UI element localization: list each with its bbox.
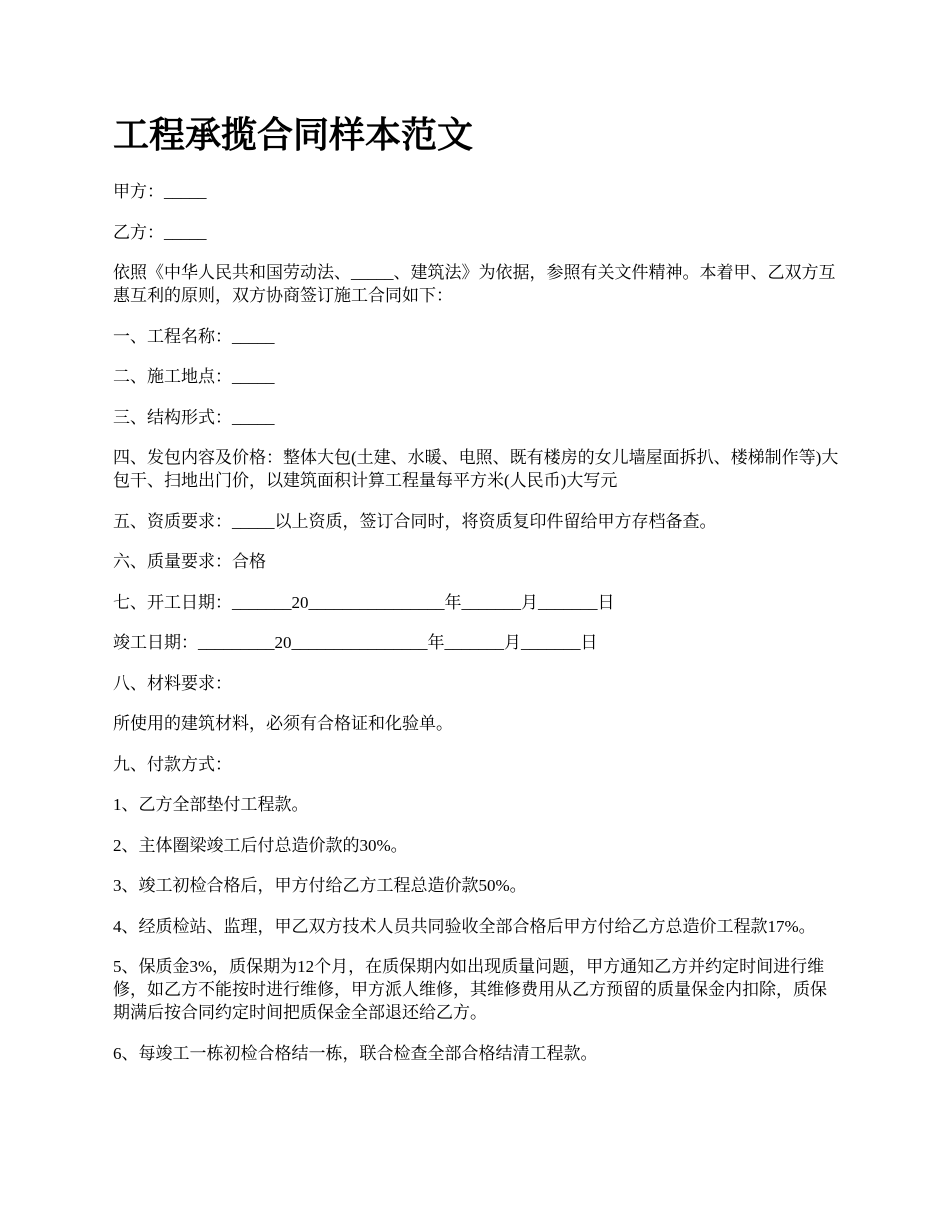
clause-project-name: 一、工程名称：_____ bbox=[113, 326, 275, 346]
document-body bbox=[113, 180, 843, 1082]
clause-start-date: 七、开工日期：_______20________________年_______月_______日 bbox=[113, 592, 615, 612]
clause-materials-heading: 八、材料要求： bbox=[113, 673, 232, 693]
payment-item-2: 2、主体圈梁竣工后付总造价款的30%。 bbox=[113, 835, 408, 855]
preamble-paragraph: 依照《中华人民共和国劳动法、_____、建筑法》为依据，参照有关文件精神。本着甲、乙双方互惠互利的原则，双方协商签订施工合同如下： bbox=[113, 263, 836, 305]
clause-structure-type: 三、结构形式：_____ bbox=[113, 407, 275, 427]
clause-construction-site: 二、施工地点：_____ bbox=[113, 367, 275, 386]
party-a-line: 甲方：_____ bbox=[113, 182, 207, 201]
clause-completion-date: 竣工日期：_________20________________年_______月_______日 bbox=[113, 633, 598, 652]
payment-item-6: 6、每竣工一栋初检合格结一栋，联合检查全部合格结清工程款。 bbox=[113, 1043, 598, 1063]
payment-item-1: 1、乙方全部垫付工程款。 bbox=[113, 795, 309, 814]
payment-item-4: 4、经质检站、监理，甲乙双方技术人员共同验收全部合格后甲方付给乙方总造价工程款17%。 bbox=[113, 916, 816, 936]
clause-qualification: 五、资质要求：_____以上资质，签订合同时，将资质复印件留给甲方存档备查。 bbox=[113, 511, 717, 531]
payment-item-5: 5、保质金3%，质保期为12个月，在质保期内如出现质量问题，甲方通知乙方并约定时间进行维修，如乙方不能按时进行维修，甲方派人维修，其维修费用从乙方预留的质量保金内扣除，质保期满后按合同约定时间把质保金全部退还给乙方。 bbox=[113, 957, 827, 1022]
document-title: 工程承揽合同样本范文 bbox=[113, 115, 474, 156]
clause-scope-and-price: 四、发包内容及价格：整体大包(土建、水暖、电照、既有楼房的女儿墙屋面拆扒、楼梯制作等)大包干、扫地出门价，以建筑面积计算工程量每平方米(人民币)大写元 bbox=[113, 448, 839, 490]
party-b-line: 乙方：_____ bbox=[113, 222, 207, 242]
payment-item-3: 3、竣工初检合格后，甲方付给乙方工程总造价款50%。 bbox=[113, 876, 527, 895]
clause-quality: 六、质量要求：合格 bbox=[113, 552, 266, 571]
clause-payment-heading: 九、付款方式： bbox=[113, 754, 232, 774]
clause-materials-text: 所使用的建筑材料，必须有合格证和化验单。 bbox=[113, 714, 453, 733]
